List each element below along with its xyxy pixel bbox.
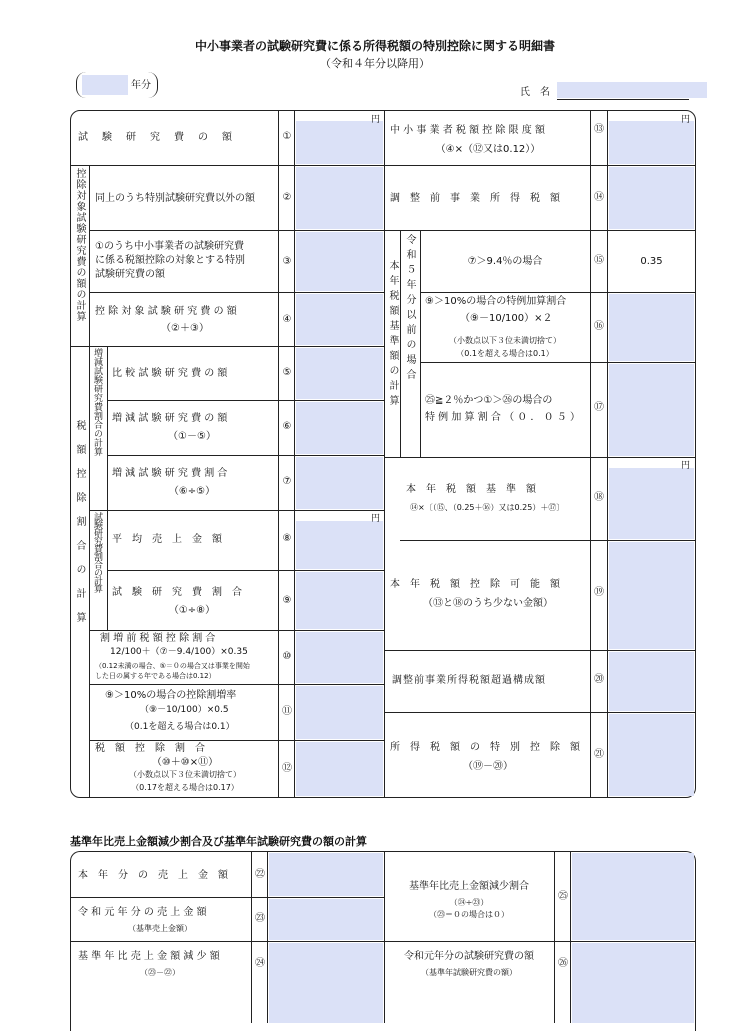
r4-input[interactable] bbox=[296, 294, 383, 345]
r10-num: ⑩ bbox=[282, 651, 292, 662]
r8-label: 平 均 売 上 金 額 bbox=[112, 534, 222, 545]
r11-formula: （⑨－10/100）×0.5 bbox=[140, 705, 229, 715]
r25-sub: （㉔÷㉓） bbox=[449, 898, 489, 907]
r22-label: 本 年 分 の 売 上 金 額 bbox=[78, 870, 228, 881]
r16-label: ⑨＞10%の場合の特例加算割合 bbox=[425, 296, 567, 307]
name-underline bbox=[557, 99, 689, 100]
r25-num: ㉕ bbox=[558, 891, 568, 902]
r21-sub: （⑲－⑳） bbox=[463, 761, 513, 772]
r25-label: 基準年比売上金額減少割合 bbox=[409, 881, 529, 892]
r15-label: ⑦＞9.4％の場合 bbox=[467, 256, 543, 267]
r16-note: （0.1を超える場合は0.1） bbox=[456, 349, 554, 358]
r10-formula: 12/100＋（⑦－9.4/100）×0.35 bbox=[110, 647, 248, 657]
r19-label: 本 年 税 額 控 除 可 能 額 bbox=[390, 579, 560, 590]
r3-input[interactable] bbox=[296, 232, 383, 291]
r6-input[interactable] bbox=[296, 402, 383, 454]
r14-input[interactable] bbox=[609, 167, 694, 229]
r2-num: ② bbox=[282, 192, 292, 203]
r24-label: 基 準 年 比 売 上 金 額 減 少 額 bbox=[78, 951, 220, 962]
year-suffix: 年分 bbox=[131, 80, 151, 91]
r4-num: ④ bbox=[282, 314, 292, 325]
r18-label: 本 年 税 額 基 準 額 bbox=[406, 484, 536, 495]
r12-sub: （⑩＋⑩×⑪） bbox=[151, 757, 219, 768]
r6-sub: （①－⑤） bbox=[168, 431, 216, 442]
group-label: 控除対象試験研究費の額の計算 bbox=[74, 168, 85, 322]
r13-sub: （④×（⑫又は0.12）） bbox=[435, 144, 541, 155]
form-title: 中小事業者の試験研究費に係る所得税額の特別控除に関する明細書 bbox=[194, 39, 555, 53]
r17-label: 特 例 加 算 割 合 （ ０ ． ０ ５ ） bbox=[425, 412, 580, 423]
r12-label: 税 額 控 除 割 合 bbox=[95, 743, 205, 754]
r19-num: ⑲ bbox=[594, 587, 604, 598]
r18-sub: ⑭×〔（⑮、（0.25＋⑯）又は0.25）＋⑰〕 bbox=[410, 503, 565, 512]
r10-input[interactable] bbox=[296, 632, 383, 683]
r12-num: ⑫ bbox=[282, 763, 292, 774]
r9-input[interactable] bbox=[296, 572, 383, 629]
r18-num: ⑱ bbox=[594, 492, 604, 503]
r14-num: ⑭ bbox=[594, 192, 604, 203]
yen-unit: 円 bbox=[371, 115, 381, 125]
r5-label: 比 較 試 験 研 究 費 の 額 bbox=[112, 368, 228, 379]
group-label: 試験研究費割合の計算 bbox=[92, 512, 102, 592]
group-label: 税額控除割合の計算 bbox=[74, 420, 85, 636]
r3-label: ①のうち中小事業者の試験研究費 bbox=[95, 241, 244, 252]
r16-note: （小数点以下３位未満切捨て） bbox=[449, 336, 561, 345]
r21-input[interactable] bbox=[609, 714, 694, 796]
yen-unit: 円 bbox=[371, 514, 381, 524]
r12-input[interactable] bbox=[296, 742, 383, 796]
r9-num: ⑨ bbox=[282, 595, 292, 606]
r7-sub: （⑥÷⑤） bbox=[168, 486, 216, 497]
r11-note: （0.1を超える場合は0.1） bbox=[125, 722, 235, 732]
r2-label: 同上のうち特別試験研究費以外の額 bbox=[95, 193, 255, 204]
r11-num: ⑪ bbox=[282, 706, 292, 717]
r3-label: 試験研究費の額 bbox=[95, 269, 165, 280]
r15-value: 0.35 bbox=[640, 256, 663, 267]
r7-label: 増 減 試 験 研 究 費 割 合 bbox=[112, 468, 228, 479]
r5-input[interactable] bbox=[296, 348, 383, 399]
r11-label: ⑨＞10%の場合の控除割増率 bbox=[105, 690, 237, 701]
r24-num: ㉔ bbox=[255, 958, 265, 969]
r9-sub: （①÷⑧） bbox=[168, 605, 216, 616]
r20-num: ⑳ bbox=[594, 674, 604, 685]
group-label: 令和５年分以前の場合 bbox=[404, 234, 415, 384]
r16-input[interactable] bbox=[609, 294, 694, 361]
r25-input[interactable] bbox=[572, 853, 694, 940]
r17-input[interactable] bbox=[609, 364, 694, 456]
name-label: 氏 名 bbox=[520, 87, 550, 98]
name-input[interactable] bbox=[557, 82, 707, 98]
r22-num: ㉒ bbox=[255, 869, 265, 880]
r10-label: 割 増 前 税 額 控 除 割 合 bbox=[100, 633, 216, 644]
r14-label: 調 整 前 事 業 所 得 税 額 bbox=[390, 193, 560, 204]
r10-note: （0.12未満の場合、⑤＝０の場合又は事業を開始 bbox=[95, 662, 250, 670]
group-label: 本年税額基準額の計算 bbox=[387, 260, 398, 410]
r15-num: ⑮ bbox=[594, 255, 604, 266]
r26-input[interactable] bbox=[572, 943, 694, 1023]
yen-unit: 円 bbox=[681, 461, 691, 471]
r18-input[interactable] bbox=[609, 468, 694, 539]
r4-sub: （②＋③） bbox=[161, 323, 209, 334]
year-input[interactable] bbox=[82, 75, 128, 95]
r10-note: した日の属する年である場合は0.12） bbox=[95, 672, 216, 680]
r8-input[interactable] bbox=[296, 521, 383, 569]
r21-label: 所 得 税 額 の 特 別 控 除 額 bbox=[390, 742, 580, 753]
r12-note: （小数点以下３位未満切捨て） bbox=[129, 770, 241, 779]
r16-num: ⑯ bbox=[594, 321, 604, 332]
r22-input[interactable] bbox=[269, 853, 383, 896]
r24-input[interactable] bbox=[269, 943, 383, 1023]
r17-num: ⑰ bbox=[594, 402, 604, 413]
r23-label: 令 和 元 年 分 の 売 上 金 額 bbox=[78, 907, 207, 918]
r13-label: 中 小 事 業 者 税 額 控 除 限 度 額 bbox=[390, 125, 545, 136]
r6-num: ⑥ bbox=[282, 421, 292, 432]
r25-note: （㉓＝０の場合は０） bbox=[429, 910, 509, 919]
r3-num: ③ bbox=[282, 256, 292, 267]
r21-num: ㉑ bbox=[594, 749, 604, 760]
r7-num: ⑦ bbox=[282, 476, 292, 487]
form-subtitle: （令和４年分以降用） bbox=[320, 57, 430, 70]
r1-label: 試 験 研 究 費 の 額 bbox=[78, 132, 234, 143]
r5-num: ⑤ bbox=[282, 367, 292, 378]
r20-label: 調整前事業所得税額超過構成額 bbox=[392, 675, 546, 686]
r26-sub: （基準年試験研究費の額） bbox=[421, 968, 517, 977]
yen-unit: 円 bbox=[681, 115, 691, 125]
r20-input[interactable] bbox=[609, 652, 694, 711]
r23-sub: （基準売上金額） bbox=[128, 924, 192, 933]
r16-formula: （⑨－10/100）×２ bbox=[460, 313, 553, 324]
r13-input[interactable] bbox=[609, 121, 694, 164]
r23-num: ㉓ bbox=[255, 913, 265, 924]
r7-input[interactable] bbox=[296, 457, 383, 509]
r2-input[interactable] bbox=[296, 167, 383, 229]
section2-title: 基準年比売上金額減少割合及び基準年試験研究費の額の計算 bbox=[70, 835, 367, 848]
r24-sub: （㉓－㉒） bbox=[140, 968, 180, 977]
r19-sub: （⑬と⑱のうち少ない金額） bbox=[423, 598, 553, 609]
r8-num: ⑧ bbox=[282, 533, 292, 544]
r6-label: 増 減 試 験 研 究 費 の 額 bbox=[112, 413, 228, 424]
r12-note: （0.17を超える場合は0.17） bbox=[131, 783, 239, 792]
r9-label: 試 験 研 究 費 割 合 bbox=[112, 587, 242, 598]
r3-label: に係る税額控除の対象とする特別 bbox=[95, 255, 245, 266]
r23-input[interactable] bbox=[269, 899, 383, 940]
r1-input[interactable] bbox=[296, 121, 383, 164]
r26-label: 令和元年分の試験研究費の額 bbox=[404, 951, 534, 962]
r1-num: ① bbox=[282, 131, 292, 142]
group-label: 増減試験研究費割合の計算 bbox=[92, 348, 102, 456]
r19-input[interactable] bbox=[609, 542, 694, 649]
r26-num: ㉖ bbox=[558, 958, 568, 969]
r11-input[interactable] bbox=[296, 686, 383, 739]
r13-num: ⑬ bbox=[594, 124, 604, 135]
r4-label: 控 除 対 象 試 験 研 究 費 の 額 bbox=[95, 306, 237, 317]
r17-label: ㉕≧２％かつ①＞㉖の場合の bbox=[425, 395, 553, 406]
